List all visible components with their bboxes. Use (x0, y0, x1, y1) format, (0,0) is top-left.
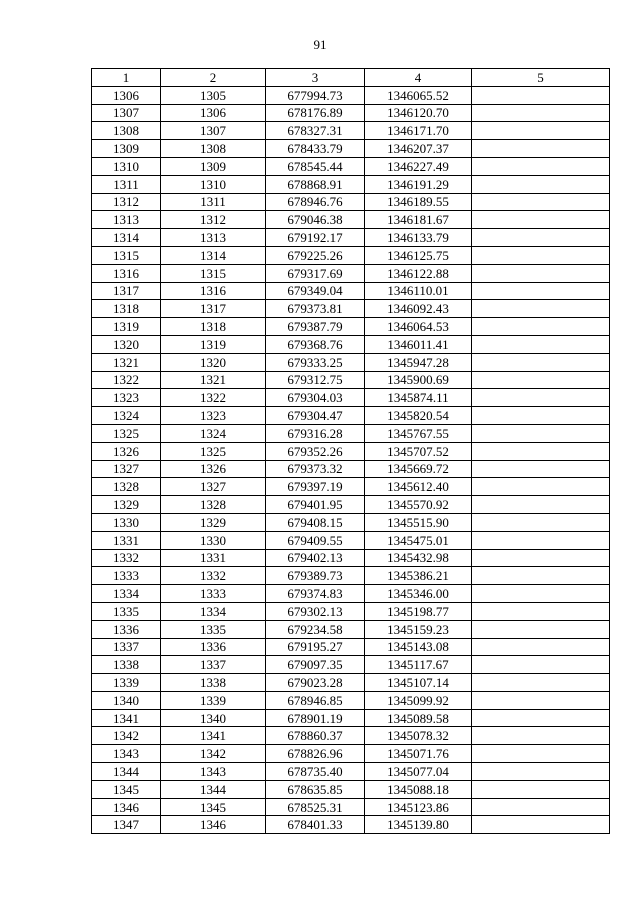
cell-y-coordinate: 1346125.75 (365, 246, 472, 264)
cell-note (472, 389, 610, 407)
table-row (92, 745, 610, 763)
cell-point: 1325 (92, 424, 161, 442)
coordinates-table (91, 68, 610, 834)
cell-x-coordinate: 679192.17 (266, 229, 365, 247)
cell-x-coordinate: 678946.85 (266, 691, 365, 709)
table-row (92, 211, 610, 229)
cell-point: 1338 (92, 656, 161, 674)
cell-y-coordinate: 1345707.52 (365, 442, 472, 460)
table-row (92, 264, 610, 282)
cell-point: 1340 (92, 691, 161, 709)
cell-note (472, 371, 610, 389)
table-row (92, 709, 610, 727)
table-row (92, 353, 610, 371)
cell-prev-point: 1308 (161, 140, 266, 158)
cell-y-coordinate: 1345432.98 (365, 549, 472, 567)
cell-prev-point: 1307 (161, 122, 266, 140)
cell-prev-point: 1322 (161, 389, 266, 407)
table-row (92, 674, 610, 692)
cell-y-coordinate: 1346064.53 (365, 318, 472, 336)
table-row (92, 816, 610, 834)
cell-y-coordinate: 1345386.21 (365, 567, 472, 585)
cell-prev-point: 1325 (161, 442, 266, 460)
cell-note (472, 353, 610, 371)
column-header-4: 4 (365, 69, 472, 87)
cell-prev-point: 1337 (161, 656, 266, 674)
cell-y-coordinate: 1345612.40 (365, 478, 472, 496)
table-row (92, 442, 610, 460)
cell-x-coordinate: 679368.76 (266, 335, 365, 353)
cell-x-coordinate: 678525.31 (266, 798, 365, 816)
cell-note (472, 780, 610, 798)
cell-point: 1308 (92, 122, 161, 140)
cell-prev-point: 1315 (161, 264, 266, 282)
cell-point: 1328 (92, 478, 161, 496)
cell-point: 1315 (92, 246, 161, 264)
cell-prev-point: 1316 (161, 282, 266, 300)
cell-point: 1346 (92, 798, 161, 816)
cell-note (472, 638, 610, 656)
cell-prev-point: 1345 (161, 798, 266, 816)
cell-note (472, 656, 610, 674)
cell-x-coordinate: 679234.58 (266, 620, 365, 638)
cell-prev-point: 1336 (161, 638, 266, 656)
table-row (92, 602, 610, 620)
cell-point: 1316 (92, 264, 161, 282)
cell-note (472, 282, 610, 300)
cell-y-coordinate: 1346092.43 (365, 300, 472, 318)
cell-note (472, 460, 610, 478)
table-row (92, 335, 610, 353)
cell-prev-point: 1335 (161, 620, 266, 638)
cell-prev-point: 1306 (161, 104, 266, 122)
cell-prev-point: 1340 (161, 709, 266, 727)
cell-x-coordinate: 678826.96 (266, 745, 365, 763)
cell-note (472, 567, 610, 585)
cell-y-coordinate: 1346011.41 (365, 335, 472, 353)
cell-y-coordinate: 1346189.55 (365, 193, 472, 211)
cell-prev-point: 1321 (161, 371, 266, 389)
cell-point: 1332 (92, 549, 161, 567)
cell-note (472, 86, 610, 104)
cell-y-coordinate: 1345159.23 (365, 620, 472, 638)
table-row (92, 478, 610, 496)
cell-point: 1313 (92, 211, 161, 229)
cell-x-coordinate: 678401.33 (266, 816, 365, 834)
cell-point: 1342 (92, 727, 161, 745)
cell-x-coordinate: 678176.89 (266, 104, 365, 122)
cell-note (472, 763, 610, 781)
cell-point: 1312 (92, 193, 161, 211)
cell-point: 1327 (92, 460, 161, 478)
cell-prev-point: 1317 (161, 300, 266, 318)
cell-point: 1321 (92, 353, 161, 371)
cell-point: 1334 (92, 585, 161, 603)
cell-prev-point: 1309 (161, 157, 266, 175)
cell-x-coordinate: 679333.25 (266, 353, 365, 371)
cell-prev-point: 1320 (161, 353, 266, 371)
cell-x-coordinate: 679304.47 (266, 407, 365, 425)
cell-point: 1326 (92, 442, 161, 460)
cell-note (472, 549, 610, 567)
cell-point: 1330 (92, 513, 161, 531)
cell-point: 1311 (92, 175, 161, 193)
cell-x-coordinate: 679352.26 (266, 442, 365, 460)
cell-y-coordinate: 1346227.49 (365, 157, 472, 175)
table-body (92, 86, 610, 833)
cell-prev-point: 1324 (161, 424, 266, 442)
cell-y-coordinate: 1345198.77 (365, 602, 472, 620)
cell-prev-point: 1339 (161, 691, 266, 709)
cell-y-coordinate: 1345346.00 (365, 585, 472, 603)
cell-prev-point: 1323 (161, 407, 266, 425)
cell-note (472, 211, 610, 229)
table-row (92, 638, 610, 656)
cell-point: 1347 (92, 816, 161, 834)
cell-note (472, 709, 610, 727)
cell-note (472, 140, 610, 158)
cell-note (472, 674, 610, 692)
cell-x-coordinate: 678735.40 (266, 763, 365, 781)
cell-y-coordinate: 1346065.52 (365, 86, 472, 104)
cell-y-coordinate: 1345820.54 (365, 407, 472, 425)
cell-point: 1329 (92, 496, 161, 514)
cell-prev-point: 1330 (161, 531, 266, 549)
cell-note (472, 335, 610, 353)
cell-y-coordinate: 1346207.37 (365, 140, 472, 158)
cell-point: 1331 (92, 531, 161, 549)
cell-note (472, 745, 610, 763)
cell-y-coordinate: 1345900.69 (365, 371, 472, 389)
cell-y-coordinate: 1345515.90 (365, 513, 472, 531)
cell-prev-point: 1333 (161, 585, 266, 603)
cell-prev-point: 1338 (161, 674, 266, 692)
table-row (92, 122, 610, 140)
cell-y-coordinate: 1345107.14 (365, 674, 472, 692)
cell-x-coordinate: 679317.69 (266, 264, 365, 282)
cell-x-coordinate: 679302.13 (266, 602, 365, 620)
cell-y-coordinate: 1345143.08 (365, 638, 472, 656)
cell-y-coordinate: 1345669.72 (365, 460, 472, 478)
table-row (92, 798, 610, 816)
cell-prev-point: 1332 (161, 567, 266, 585)
cell-y-coordinate: 1346110.01 (365, 282, 472, 300)
table-row (92, 513, 610, 531)
cell-point: 1344 (92, 763, 161, 781)
cell-x-coordinate: 679195.27 (266, 638, 365, 656)
cell-y-coordinate: 1346122.88 (365, 264, 472, 282)
cell-prev-point: 1313 (161, 229, 266, 247)
table-row (92, 175, 610, 193)
cell-x-coordinate: 679373.81 (266, 300, 365, 318)
table-row (92, 246, 610, 264)
cell-prev-point: 1327 (161, 478, 266, 496)
cell-y-coordinate: 1345117.67 (365, 656, 472, 674)
cell-y-coordinate: 1346191.29 (365, 175, 472, 193)
cell-prev-point: 1310 (161, 175, 266, 193)
cell-note (472, 229, 610, 247)
cell-y-coordinate: 1345071.76 (365, 745, 472, 763)
cell-note (472, 620, 610, 638)
table-row (92, 104, 610, 122)
cell-x-coordinate: 677994.73 (266, 86, 365, 104)
cell-point: 1341 (92, 709, 161, 727)
cell-x-coordinate: 679401.95 (266, 496, 365, 514)
cell-y-coordinate: 1345475.01 (365, 531, 472, 549)
table-row (92, 727, 610, 745)
cell-y-coordinate: 1346133.79 (365, 229, 472, 247)
cell-point: 1317 (92, 282, 161, 300)
cell-note (472, 157, 610, 175)
table-row (92, 460, 610, 478)
cell-x-coordinate: 679402.13 (266, 549, 365, 567)
cell-note (472, 727, 610, 745)
cell-x-coordinate: 679097.35 (266, 656, 365, 674)
cell-point: 1333 (92, 567, 161, 585)
cell-note (472, 104, 610, 122)
column-header-2: 2 (161, 69, 266, 87)
cell-prev-point: 1343 (161, 763, 266, 781)
cell-x-coordinate: 679373.32 (266, 460, 365, 478)
cell-x-coordinate: 678860.37 (266, 727, 365, 745)
cell-prev-point: 1311 (161, 193, 266, 211)
cell-x-coordinate: 679409.55 (266, 531, 365, 549)
cell-x-coordinate: 678545.44 (266, 157, 365, 175)
cell-prev-point: 1319 (161, 335, 266, 353)
cell-point: 1310 (92, 157, 161, 175)
cell-x-coordinate: 679397.19 (266, 478, 365, 496)
cell-note (472, 407, 610, 425)
cell-point: 1324 (92, 407, 161, 425)
cell-note (472, 442, 610, 460)
cell-prev-point: 1334 (161, 602, 266, 620)
cell-point: 1322 (92, 371, 161, 389)
cell-note (472, 318, 610, 336)
cell-x-coordinate: 679304.03 (266, 389, 365, 407)
table-row (92, 531, 610, 549)
table-row (92, 318, 610, 336)
cell-y-coordinate: 1345088.18 (365, 780, 472, 798)
cell-y-coordinate: 1345077.04 (365, 763, 472, 781)
cell-x-coordinate: 678433.79 (266, 140, 365, 158)
cell-prev-point: 1346 (161, 816, 266, 834)
cell-point: 1309 (92, 140, 161, 158)
cell-note (472, 816, 610, 834)
cell-y-coordinate: 1346181.67 (365, 211, 472, 229)
table-row (92, 549, 610, 567)
cell-note (472, 585, 610, 603)
cell-point: 1345 (92, 780, 161, 798)
column-header-1: 1 (92, 69, 161, 87)
cell-note (472, 175, 610, 193)
table-row (92, 282, 610, 300)
table-row (92, 86, 610, 104)
cell-note (472, 122, 610, 140)
cell-point: 1320 (92, 335, 161, 353)
cell-y-coordinate: 1345078.32 (365, 727, 472, 745)
page-number: 91 (313, 37, 327, 52)
cell-point: 1343 (92, 745, 161, 763)
cell-y-coordinate: 1345874.11 (365, 389, 472, 407)
cell-y-coordinate: 1345099.92 (365, 691, 472, 709)
cell-note (472, 531, 610, 549)
cell-prev-point: 1305 (161, 86, 266, 104)
cell-note (472, 264, 610, 282)
cell-prev-point: 1328 (161, 496, 266, 514)
table-row (92, 691, 610, 709)
cell-x-coordinate: 679225.26 (266, 246, 365, 264)
cell-prev-point: 1344 (161, 780, 266, 798)
cell-x-coordinate: 678635.85 (266, 780, 365, 798)
cell-point: 1336 (92, 620, 161, 638)
table-row (92, 585, 610, 603)
cell-x-coordinate: 679374.83 (266, 585, 365, 603)
table-row (92, 300, 610, 318)
cell-note (472, 246, 610, 264)
cell-point: 1337 (92, 638, 161, 656)
cell-y-coordinate: 1345123.86 (365, 798, 472, 816)
cell-prev-point: 1341 (161, 727, 266, 745)
cell-prev-point: 1318 (161, 318, 266, 336)
cell-note (472, 513, 610, 531)
table-row (92, 407, 610, 425)
cell-note (472, 691, 610, 709)
table-row (92, 389, 610, 407)
table-row (92, 371, 610, 389)
cell-prev-point: 1326 (161, 460, 266, 478)
cell-x-coordinate: 679387.79 (266, 318, 365, 336)
cell-prev-point: 1342 (161, 745, 266, 763)
cell-y-coordinate: 1346120.70 (365, 104, 472, 122)
table-row (92, 140, 610, 158)
cell-x-coordinate: 678901.19 (266, 709, 365, 727)
cell-x-coordinate: 679312.75 (266, 371, 365, 389)
cell-x-coordinate: 679023.28 (266, 674, 365, 692)
table-row (92, 763, 610, 781)
cell-y-coordinate: 1345139.80 (365, 816, 472, 834)
cell-x-coordinate: 679408.15 (266, 513, 365, 531)
table-header-row (92, 69, 610, 87)
cell-y-coordinate: 1345089.58 (365, 709, 472, 727)
cell-point: 1319 (92, 318, 161, 336)
table-row (92, 193, 610, 211)
cell-y-coordinate: 1346171.70 (365, 122, 472, 140)
cell-note (472, 193, 610, 211)
table-row (92, 229, 610, 247)
cell-y-coordinate: 1345767.55 (365, 424, 472, 442)
column-header-5: 5 (472, 69, 610, 87)
cell-prev-point: 1314 (161, 246, 266, 264)
cell-y-coordinate: 1345570.92 (365, 496, 472, 514)
column-header-3: 3 (266, 69, 365, 87)
cell-note (472, 300, 610, 318)
cell-x-coordinate: 679046.38 (266, 211, 365, 229)
cell-note (472, 798, 610, 816)
table-row (92, 157, 610, 175)
table-row (92, 496, 610, 514)
cell-note (472, 478, 610, 496)
cell-x-coordinate: 679389.73 (266, 567, 365, 585)
table-row (92, 620, 610, 638)
cell-note (472, 424, 610, 442)
cell-point: 1307 (92, 104, 161, 122)
cell-prev-point: 1312 (161, 211, 266, 229)
table-row (92, 780, 610, 798)
table-row (92, 656, 610, 674)
cell-x-coordinate: 679349.04 (266, 282, 365, 300)
cell-x-coordinate: 678946.76 (266, 193, 365, 211)
table-row (92, 567, 610, 585)
cell-point: 1306 (92, 86, 161, 104)
cell-point: 1314 (92, 229, 161, 247)
cell-x-coordinate: 678327.31 (266, 122, 365, 140)
cell-point: 1339 (92, 674, 161, 692)
cell-prev-point: 1331 (161, 549, 266, 567)
cell-point: 1323 (92, 389, 161, 407)
table-row (92, 424, 610, 442)
cell-x-coordinate: 678868.91 (266, 175, 365, 193)
cell-y-coordinate: 1345947.28 (365, 353, 472, 371)
cell-prev-point: 1329 (161, 513, 266, 531)
cell-note (472, 496, 610, 514)
cell-note (472, 602, 610, 620)
cell-point: 1335 (92, 602, 161, 620)
cell-point: 1318 (92, 300, 161, 318)
cell-x-coordinate: 679316.28 (266, 424, 365, 442)
